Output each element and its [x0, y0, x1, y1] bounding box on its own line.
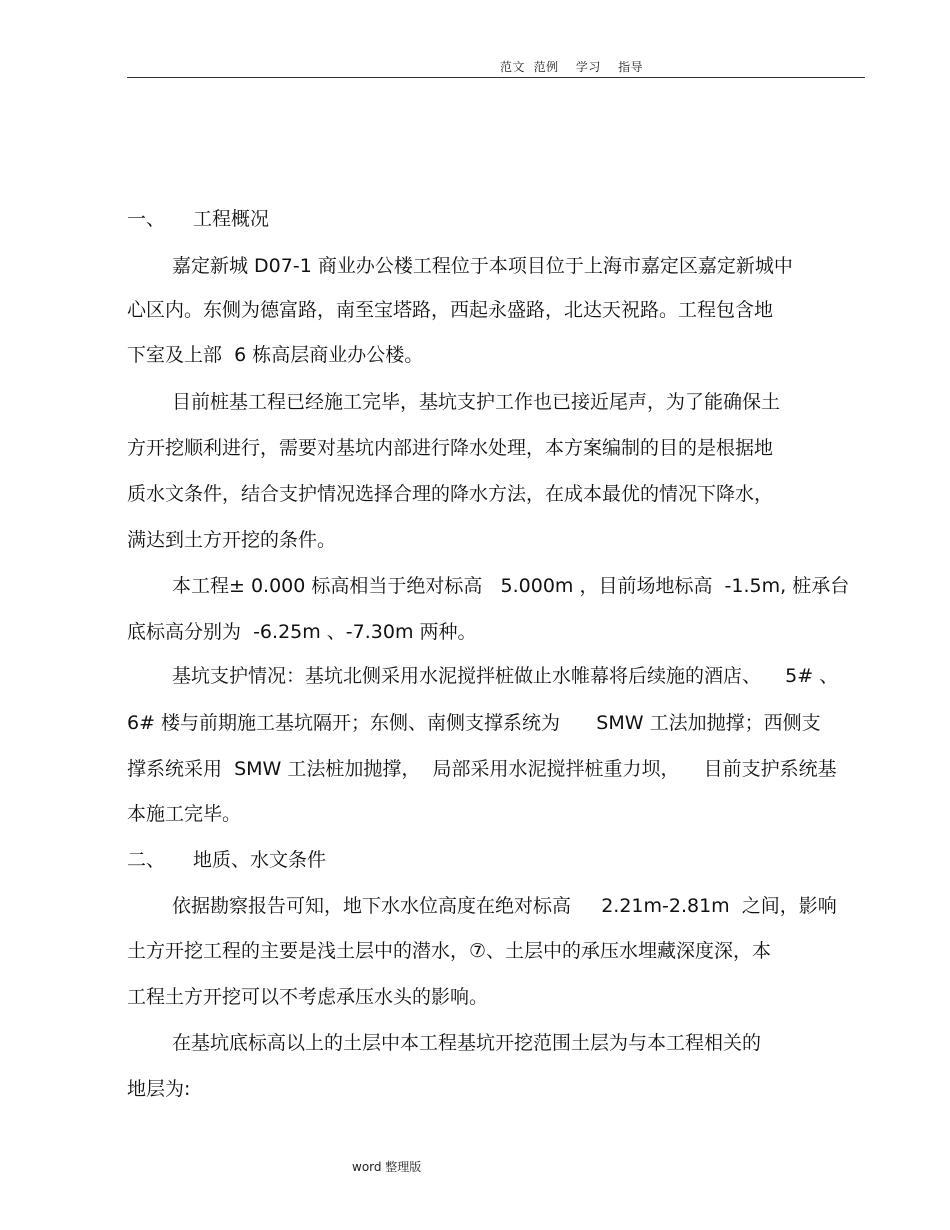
paragraph-line: 下室及上部 6 栋高层商业办公楼。: [127, 344, 424, 366]
section-1-title: 工程概况: [193, 208, 270, 230]
paragraph-line: 满达到土方开挖的条件。: [127, 529, 337, 551]
page-header: [0, 58, 950, 78]
section-1-number: 一、: [127, 208, 166, 230]
paragraph-line: 目前桩基工程已经施工完毕，基坑支护工作也已接近尾声，为了能确保土: [172, 391, 781, 413]
paragraph-line: 本工程± 0.000 标高相当于绝对标高 5.000m ，目前场地标高 -1.5m, 桩承台: [172, 575, 850, 597]
paragraph-line: 撑系统采用 SMW 工法桩加抛撑， 局部采用水泥搅拌桩重力坝， 目前支护系统基: [127, 758, 837, 780]
paragraph-line: 底标高分别为 -6.25m 、-7.30m 两种。: [127, 621, 477, 643]
paragraph-line: 地层为:: [127, 1078, 191, 1100]
section-2-number: 二、: [127, 849, 166, 871]
paragraph-line: 方开挖顺利进行，需要对基坑内部进行降水处理，本方案编制的目的是根据地: [127, 437, 774, 459]
paragraph-line: 土方开挖工程的主要是浅土层中的潜水，⑦、土层中的承压水埋藏深度深，本: [127, 940, 772, 962]
paragraph-line: 嘉定新城 D07-1 商业办公楼工程位于本项目位于上海市嘉定区嘉定新城中: [172, 255, 793, 277]
paragraph-line: 基坑支护情况：基坑北侧采用水泥搅拌桩做止水帷幕将后续施的酒店、 5# 、: [172, 665, 839, 687]
paragraph-line: 心区内。东侧为德富路，南至宝塔路，西起永盛路，北达天祝路。工程包含地: [127, 299, 774, 321]
header-text: 范文 范例 学习 指导: [500, 60, 644, 74]
paragraph-line: 质水文条件，结合支护情况选择合理的降水方法，在成本最优的情况下降水，: [127, 483, 774, 505]
section-2-title: 地质、水文条件: [193, 849, 327, 871]
paragraph-line: 在基坑底标高以上的土层中本工程基坑开挖范围土层为与本工程相关的: [172, 1032, 762, 1054]
paragraph-line: 依据勘察报告可知，地下水水位高度在绝对标高 2.21m-2.81m 之间，影响: [172, 895, 837, 917]
paragraph-line: 6# 楼与前期施工基坑隔开；东侧、南侧支撑系统为 SMW 工法加抛撑；西侧支: [127, 712, 821, 734]
header-rule: [127, 77, 865, 78]
paragraph-line: 本施工完毕。: [127, 803, 242, 825]
paragraph-line: 工程土方开挖可以不考虑承压水头的影响。: [127, 986, 489, 1008]
page-footer: word 整理版: [352, 1160, 422, 1174]
